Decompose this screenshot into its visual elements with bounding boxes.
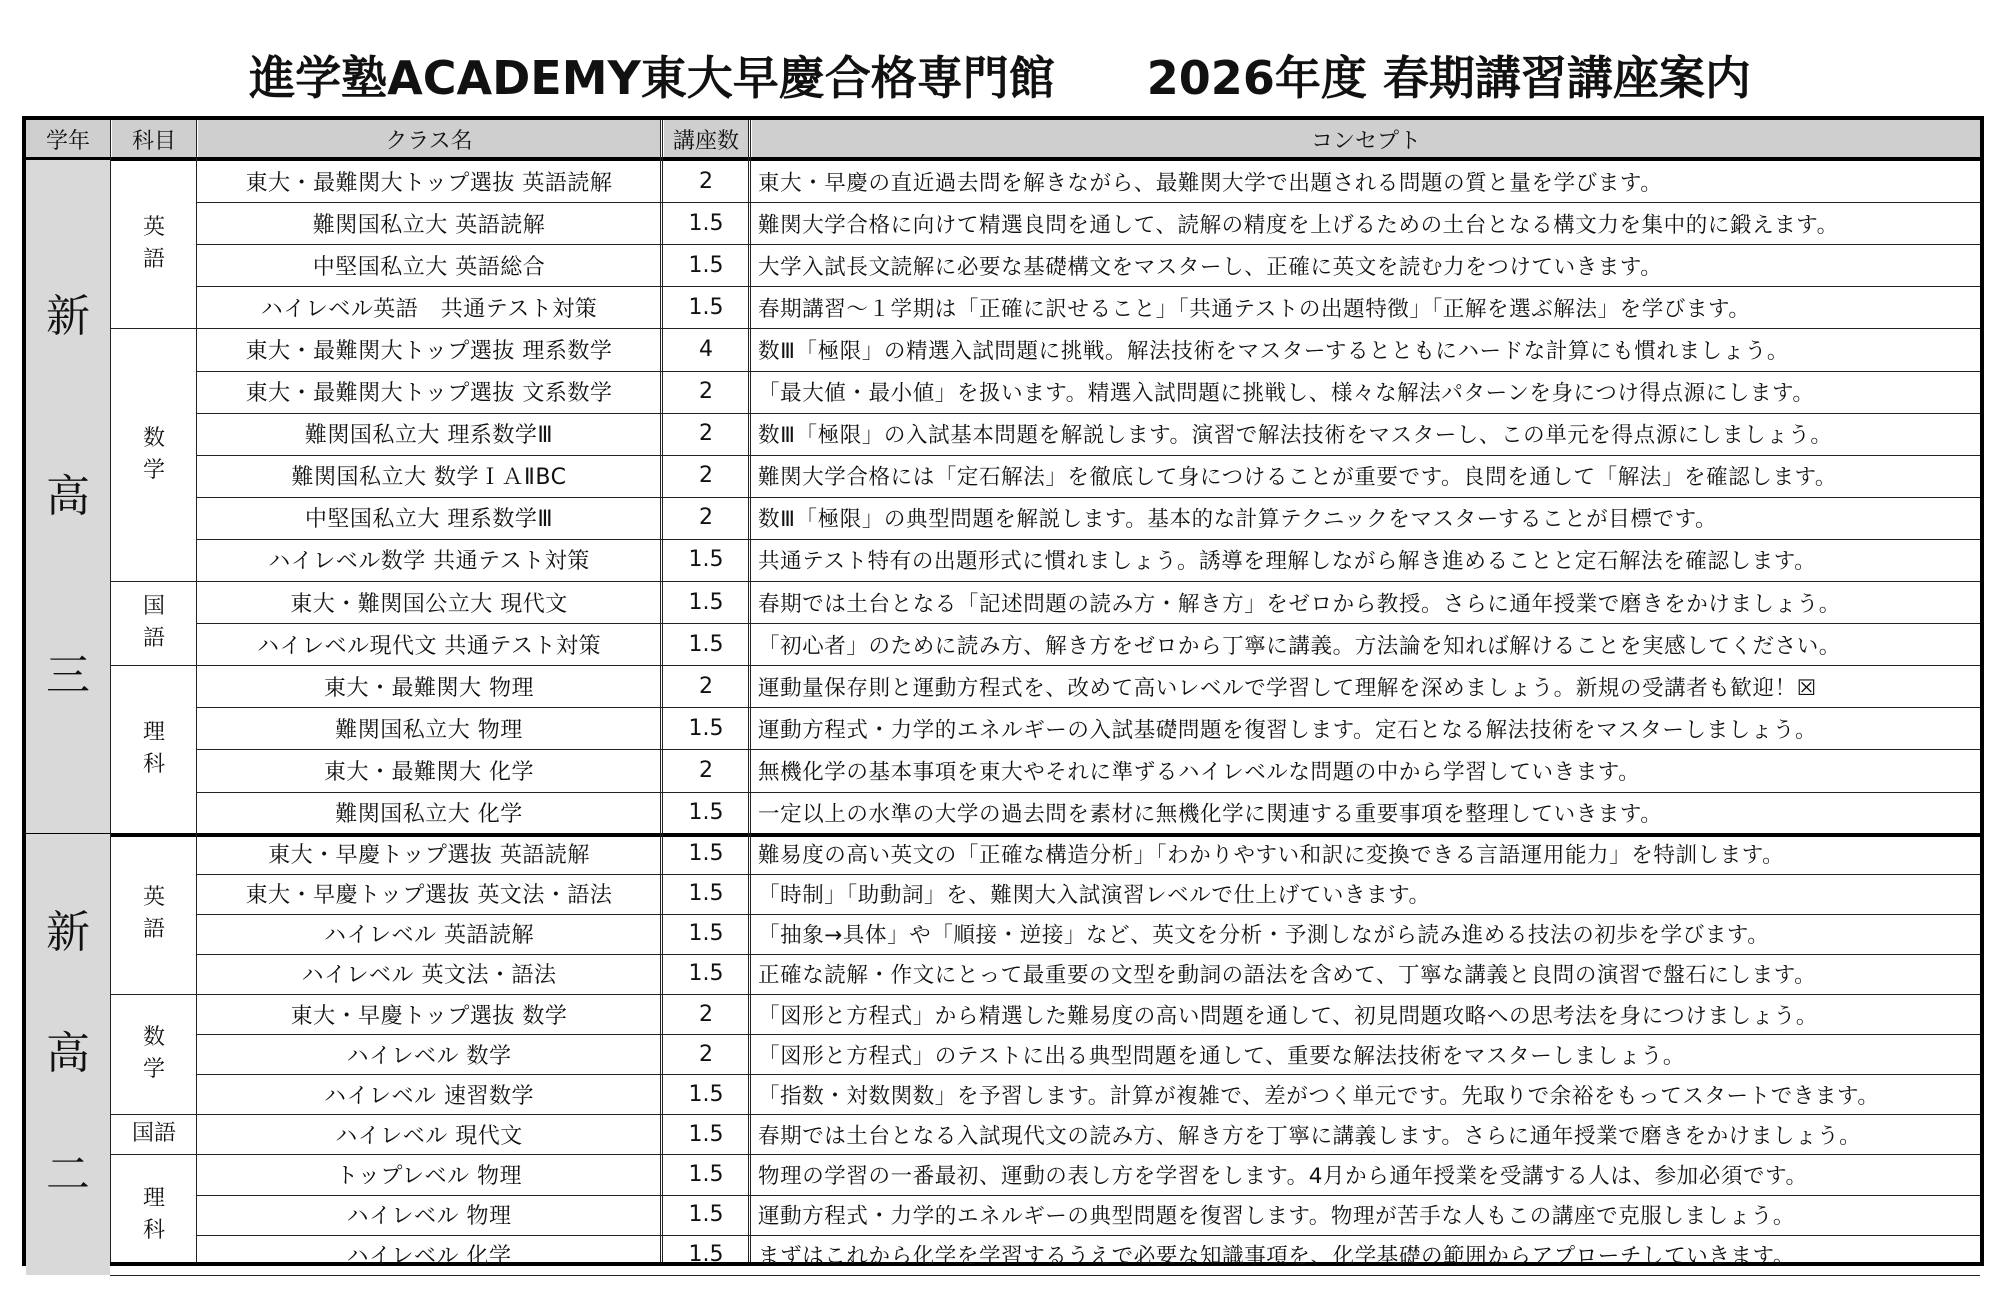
class-name-cell: 東大・最難関大トップ選抜 文系数学 <box>245 381 613 407</box>
header-subject: 科目 <box>112 120 196 159</box>
concept-cell: 数Ⅲ「極限」の典型問題を解説します。基本的な計算テクニックをマスターすることが目標です。 <box>758 507 1718 533</box>
class-name-cell: 難関国私立大 数学ＩＡⅡBC <box>291 465 567 491</box>
page-title: 進学塾ACADEMY東大早慶合格専門館 2026年度 春期講習講座案内 <box>249 51 1751 105</box>
subject-char: 学 <box>142 457 165 483</box>
subject-char: 数 <box>142 1025 165 1051</box>
class-name-cell: 東大・最難関大 化学 <box>324 759 534 785</box>
grade-cell <box>26 834 110 1275</box>
grade-char: 高 <box>46 1028 90 1080</box>
count-cell: 1.5 <box>688 841 724 867</box>
count-cell: 1.5 <box>688 631 724 657</box>
concept-cell: 正確な読解・作文にとって最重要の文型を動詞の語法を含めて、丁寧な講義と良問の演習で盤石にします。 <box>758 963 1817 989</box>
subject-cell <box>112 160 196 328</box>
class-name-cell: ハイレベル数学 共通テスト対策 <box>268 549 590 575</box>
table-rule <box>660 120 663 1262</box>
count-cell: 1.5 <box>688 1121 724 1147</box>
concept-cell: 「図形と方程式」から精選した難易度の高い問題を通して、初見問題攻略への思考法を身につけましょう。 <box>758 1003 1818 1029</box>
class-name-cell: ハイレベル現代文 共通テスト対策 <box>256 633 602 659</box>
count-cell: 1.5 <box>688 210 724 236</box>
concept-cell: 春期では土台となる入試現代文の読み方、解き方を丁寧に講義します。さらに通年授業で磨きをかけましょう。 <box>758 1123 1862 1149</box>
count-cell: 1.5 <box>688 1202 724 1228</box>
class-name-cell: 難関国私立大 理系数学Ⅲ <box>304 423 554 449</box>
count-cell: 1.5 <box>688 1161 724 1187</box>
count-cell: 2 <box>699 1041 713 1067</box>
count-cell: 1.5 <box>688 252 724 278</box>
subject-char: 語 <box>142 247 165 273</box>
count-cell: 1.5 <box>688 294 724 320</box>
subject-char: 数 <box>142 425 165 451</box>
class-name-cell: ハイレベル 英文法・語法 <box>301 963 557 989</box>
concept-cell: 難関大学合格に向けて精選良問を通して、読解の精度を上げるための土台となる構文力を集中的に鍛えます。 <box>758 212 1839 238</box>
subject-cell <box>112 994 196 1114</box>
count-cell: 2 <box>699 421 713 447</box>
grade-char: 新 <box>46 291 90 343</box>
subject-char: 理 <box>142 720 165 746</box>
grade-char: 新 <box>46 906 90 958</box>
grade-cell <box>26 160 110 834</box>
concept-cell: 運動方程式・力学的エネルギーの入試基礎問題を復習します。定石となる解法技術をマスターしましょう。 <box>758 717 1818 743</box>
class-name-cell: 難関国私立大 英語読解 <box>312 212 546 238</box>
concept-cell: 数Ⅲ「極限」の入試基本問題を解説します。演習で解法技術をマスターし、この単元を得点源にしましょう。 <box>758 423 1833 449</box>
grade-char: 二 <box>46 1149 90 1201</box>
count-cell: 4 <box>699 336 713 362</box>
subject-char: 学 <box>142 1057 165 1083</box>
class-name-cell: トップレベル 物理 <box>336 1163 522 1189</box>
table-rule <box>196 1275 1980 1276</box>
course-table <box>22 116 1984 1270</box>
concept-cell: まずはこれから化学を学習するうえで必要な知識事項を、化学基礎の範囲からアプローチしていきます。 <box>758 1244 1795 1270</box>
table-rule <box>110 120 111 1262</box>
class-name-cell: ハイレベル 英語読解 <box>324 923 534 949</box>
class-name-cell: ハイレベル 数学 <box>346 1043 512 1069</box>
class-name-cell: 中堅国私立大 理系数学Ⅲ <box>304 507 554 533</box>
concept-cell: 無機化学の基本事項を東大やそれに準ずるハイレベルな問題の中から学習していきます。 <box>758 759 1641 785</box>
concept-cell: 物理の学習の一番最初、運動の表し方を学習をします。4月から通年授業を受講する人は、参加必須です。 <box>758 1163 1808 1189</box>
subject-cell <box>112 328 196 581</box>
header-grade: 学年 <box>26 120 110 159</box>
count-cell: 1.5 <box>688 800 724 826</box>
table-rule <box>196 120 197 1262</box>
concept-cell: 一定以上の水準の大学の過去問を素材に無機化学に関連する重要事項を整理していきます。 <box>758 802 1663 828</box>
count-cell: 1.5 <box>688 961 724 987</box>
concept-cell: 春期では土台となる「記述問題の読み方・解き方」をゼロから教授。さらに通年授業で磨きをかけましょう。 <box>758 591 1841 617</box>
count-cell: 2 <box>699 673 713 699</box>
count-cell: 2 <box>699 379 713 405</box>
subject-char: 国 <box>142 594 165 620</box>
concept-cell: 東大・早慶の直近過去問を解きながら、最難関大学で出題される問題の質と量を学びます。 <box>758 170 1663 196</box>
class-name-cell: 中堅国私立大 英語総合 <box>312 254 546 280</box>
concept-cell: 「抽象→具体」や「順接・逆接」など、英文を分析・予測しながら読み進める技法の初歩を学びます。 <box>758 923 1770 949</box>
subject-char: 語 <box>142 626 165 652</box>
concept-cell: 「図形と方程式」のテストに出る典型問題を通して、重要な解法技術をマスターしましょう。 <box>758 1043 1685 1069</box>
class-name-cell: 東大・最難関大トップ選抜 英語読解 <box>245 170 613 196</box>
concept-cell: 春期講習～１学期は「正確に訳せること」「共通テストの出題特徴」「正解を選ぶ解法」を学びます。 <box>758 296 1751 322</box>
subject-cell <box>112 1154 196 1274</box>
concept-cell: 「初心者」のために読み方、解き方をゼロから丁寧に講義。方法論を知れば解けることを実感してください。 <box>758 633 1841 659</box>
table-rule <box>748 120 751 1262</box>
concept-cell: 共通テスト特有の出題形式に慣れましょう。誘導を理解しながら解き進めることと定石解法を確認します。 <box>758 549 1817 575</box>
concept-cell: 大学入試長文読解に必要な基礎構文をマスターし、正確に英文を読む力をつけていきます。 <box>758 254 1663 280</box>
subject-char: 理 <box>142 1185 165 1211</box>
concept-cell: 「指数・対数関数」を予習します。計算が複雑で、差がつく単元です。先取りで余裕をもってスタートできます。 <box>758 1083 1880 1109</box>
count-cell: 2 <box>699 1001 713 1027</box>
header-count: 講座数 <box>664 120 748 159</box>
class-name-cell: ハイレベル 現代文 <box>335 1123 523 1149</box>
class-name-cell: 難関国私立大 化学 <box>335 802 523 828</box>
count-cell: 1.5 <box>688 881 724 907</box>
class-name-cell: 東大・早慶トップ選抜 英語読解 <box>268 843 590 869</box>
subject-cell <box>112 581 196 665</box>
subject-cell: 国語 <box>131 1121 176 1147</box>
class-name-cell: 東大・最難関大 物理 <box>324 675 534 701</box>
table-rule <box>110 1275 198 1276</box>
count-cell: 2 <box>699 463 713 489</box>
subject-char: 英 <box>142 884 165 910</box>
count-cell: 1.5 <box>688 715 724 741</box>
count-cell: 1.5 <box>688 1242 724 1268</box>
class-name-cell: ハイレベル 速習数学 <box>324 1083 534 1109</box>
count-cell: 1.5 <box>688 921 724 947</box>
class-name-cell: 東大・早慶トップ選抜 数学 <box>290 1003 568 1029</box>
subject-cell <box>112 834 196 994</box>
grade-char: 三 <box>46 650 90 702</box>
subject-char: 英 <box>142 215 165 241</box>
class-name-cell: ハイレベル 化学 <box>346 1244 512 1270</box>
concept-cell: 「最大値・最小値」を扱います。精選入試問題に挑戦し、様々な解法パターンを身につけ得点源にします。 <box>758 381 1815 407</box>
header-class-name: クラス名 <box>198 120 660 159</box>
concept-cell: 難易度の高い英文の「正確な構造分析」「わかりやすい和訳に変換できる言語運用能力」を特訓します。 <box>758 843 1785 869</box>
grade-char: 高 <box>46 470 90 522</box>
subject-char: 語 <box>142 916 165 942</box>
concept-cell: 「時制」「助動詞」を、難関大入試演習レベルで仕上げていきます。 <box>758 883 1431 909</box>
subject-char: 科 <box>142 1217 165 1243</box>
count-cell: 1.5 <box>688 589 724 615</box>
class-name-cell: 東大・最難関大トップ選抜 理系数学 <box>245 338 613 364</box>
class-name-cell: ハイレベル英語 共通テスト対策 <box>260 296 598 322</box>
count-cell: 2 <box>699 168 713 194</box>
class-name-cell: ハイレベル 物理 <box>346 1204 512 1230</box>
class-name-cell: 難関国私立大 物理 <box>335 717 523 743</box>
count-cell: 1.5 <box>688 547 724 573</box>
subject-cell <box>112 665 196 833</box>
class-name-cell: 東大・難関国公立大 現代文 <box>290 591 568 617</box>
subject-char: 科 <box>142 752 165 778</box>
class-name-cell: 東大・早慶トップ選抜 英文法・語法 <box>245 883 613 909</box>
concept-cell: 運動方程式・力学的エネルギーの典型問題を復習します。物理が苦手な人もこの講座で克服しましょう。 <box>758 1204 1795 1230</box>
count-cell: 2 <box>699 757 713 783</box>
header-concept: コンセプト <box>752 120 1980 159</box>
concept-cell: 数Ⅲ「極限」の精選入試問題に挑戦。解法技術をマスターするとともにハードな計算にも慣れましょう。 <box>758 338 1789 364</box>
count-cell: 2 <box>699 505 713 531</box>
count-cell: 1.5 <box>688 1081 724 1107</box>
concept-cell: 難関大学合格には「定石解法」を徹底して身につけることが重要です。良問を通して「解法」を確認します。 <box>758 465 1838 491</box>
concept-cell: 運動量保存則と運動方程式を、改めて高いレベルで学習して理解を深めましょう。新規の受講者も歓迎！☒ <box>758 675 1817 701</box>
